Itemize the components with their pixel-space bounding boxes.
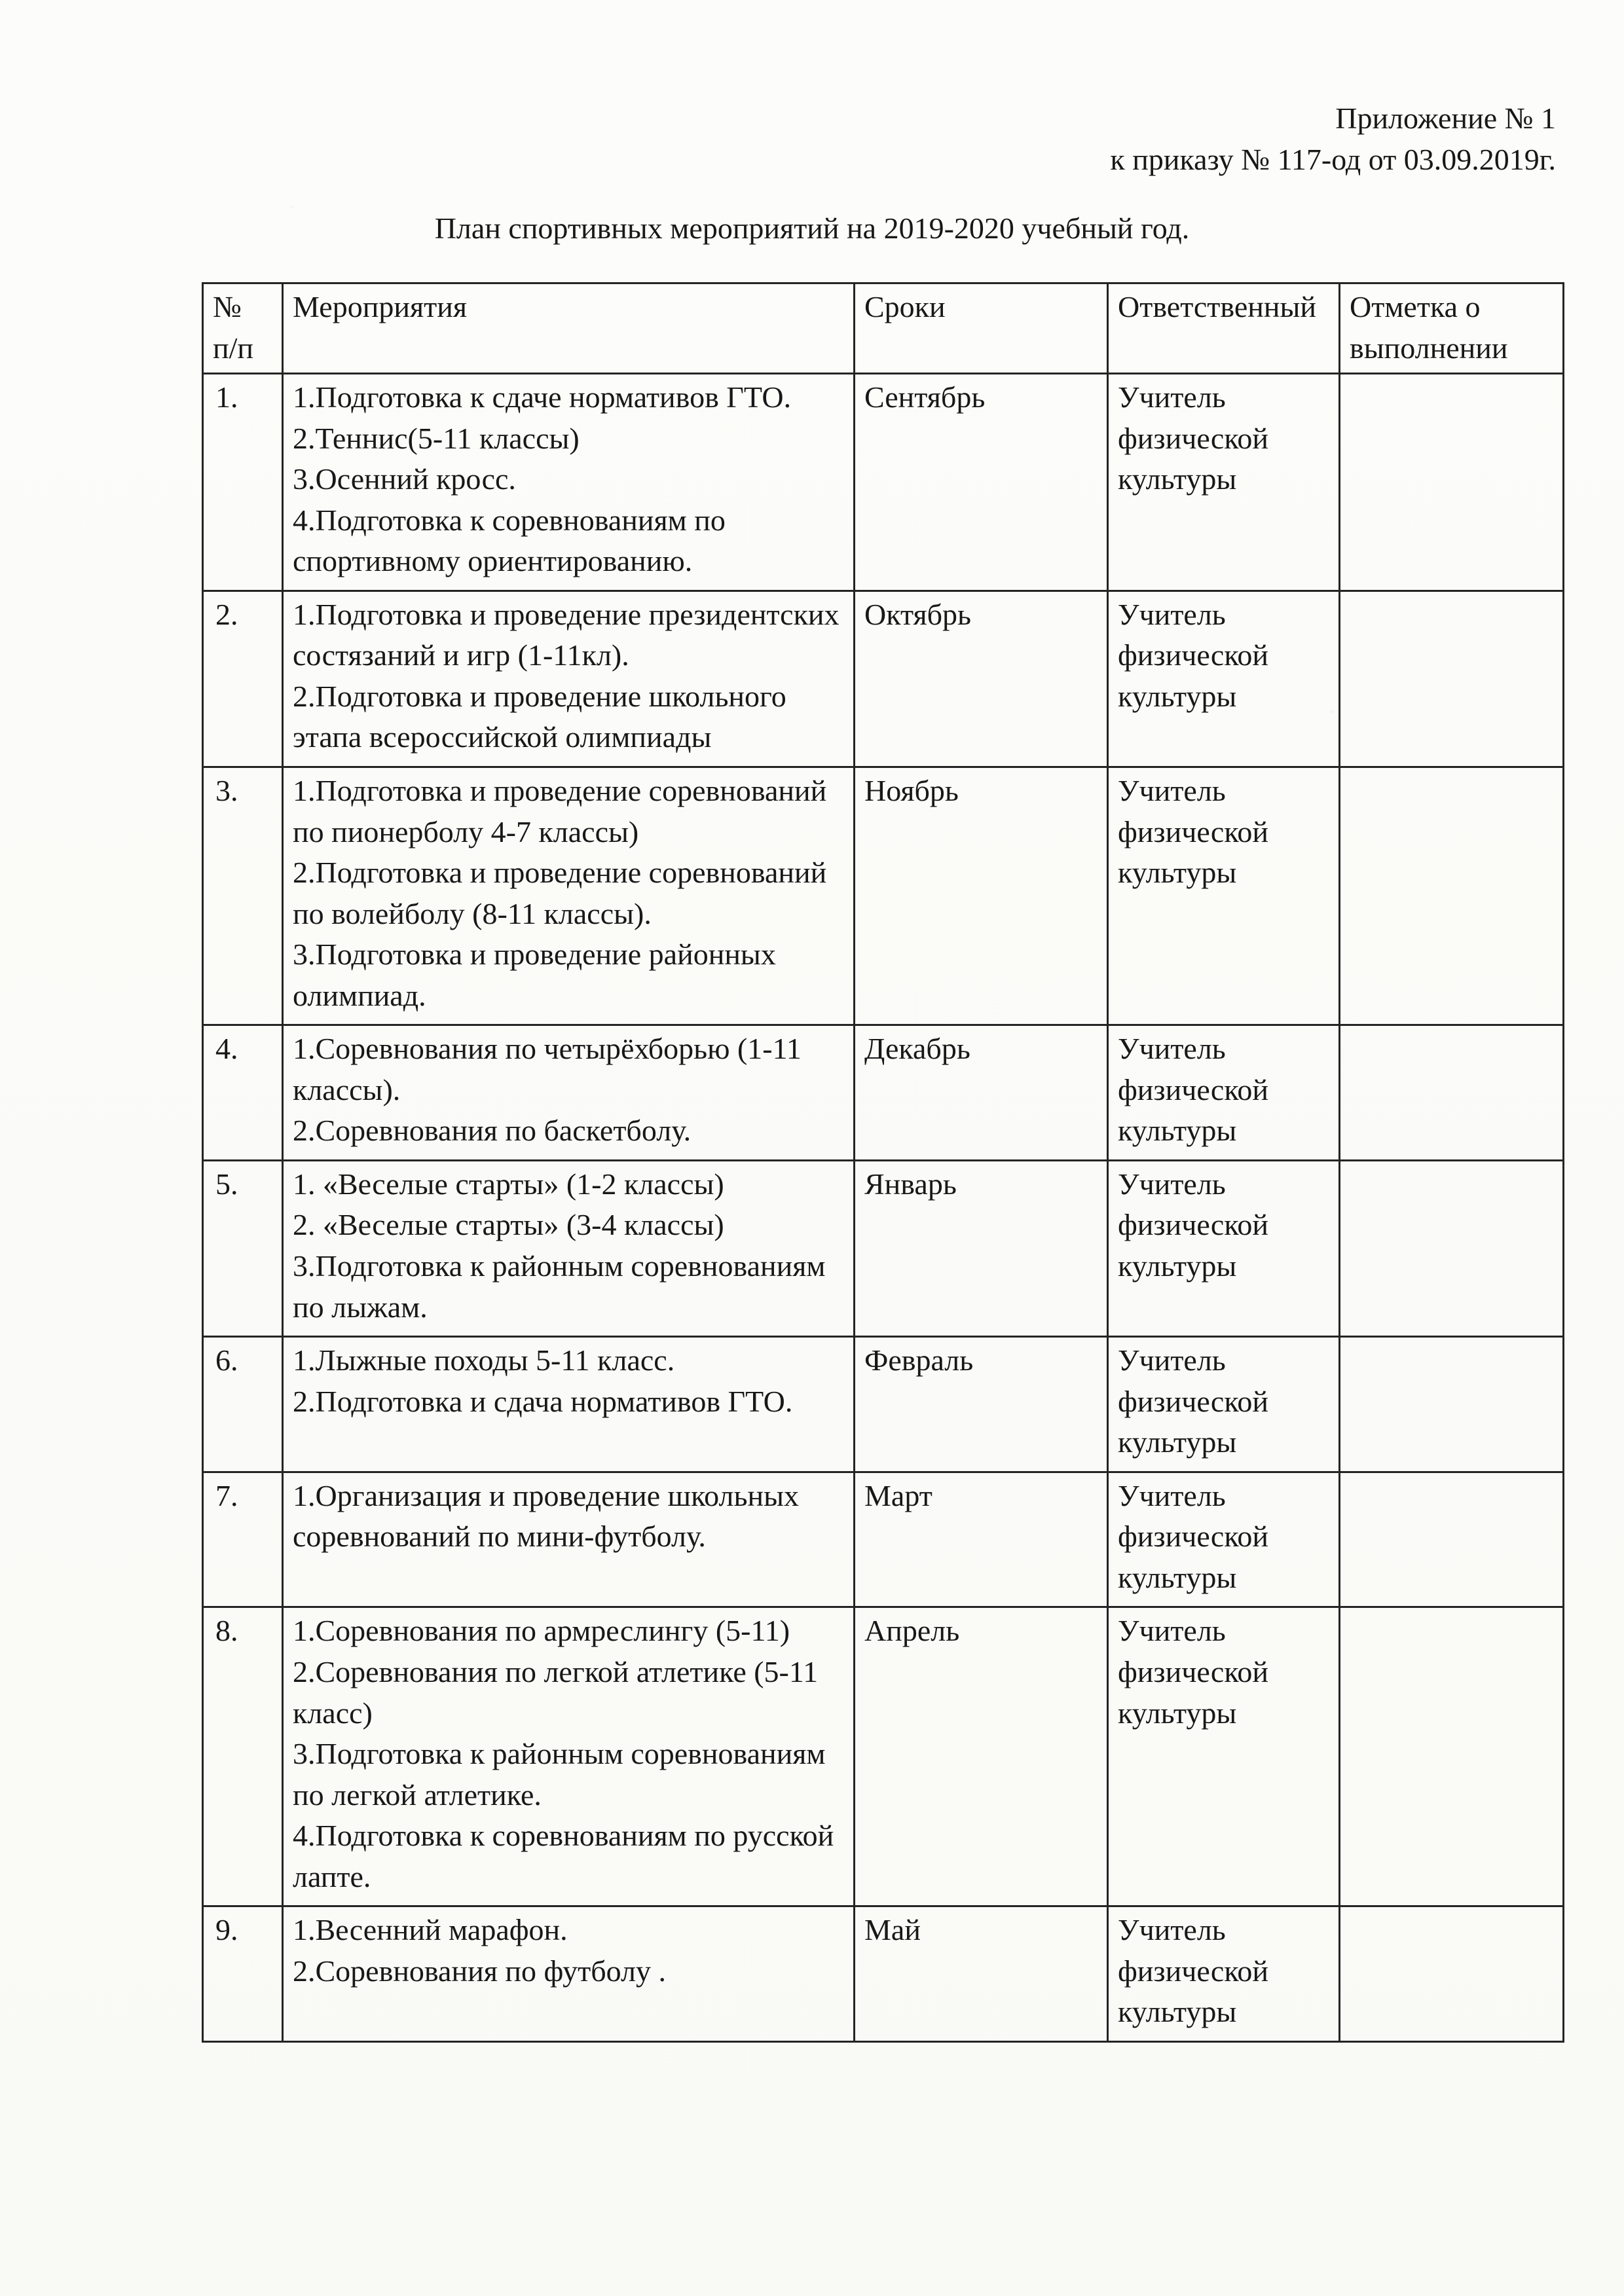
event-line: 1.Соревнования по армреслингу (5-11) [293,1614,790,1648]
cell-term: Октябрь [855,591,1108,767]
table-row [203,591,1564,767]
cell-row-number: 4. [203,1025,283,1161]
event-line: 3.Подготовка и проведение районных олимпиад. [293,938,776,1012]
cell-row-number: 2. [203,591,283,767]
event-line: 2.Соревнования по футболу . [293,1954,666,1988]
table-row [203,374,1564,591]
event-line: 3.Подготовка к районным соревнованиям по лыжам. [293,1249,826,1324]
cell-responsible: Учитель физической культуры [1108,374,1340,591]
event-line: 2.Соревнования по легкой атлетике (5-11 класс) [293,1654,819,1730]
cell-completion-mark [1340,1337,1564,1472]
cell-responsible: Учитель физической культуры [1108,1160,1340,1336]
cell-term: Май [855,1906,1108,2042]
cell-events [283,1472,855,1607]
cell-responsible: Учитель физической культуры [1108,1337,1340,1472]
event-line: 2.Подготовка и проведение школьного этапа всероссийской олимпиады [293,679,786,754]
cell-responsible: Учитель физической культуры [1108,1906,1340,2042]
document-header [1110,98,1556,180]
column-header-completion-mark: Отметка о выполнении [1340,283,1564,374]
column-header-events: Мероприятия [283,283,855,374]
table-row [203,1607,1564,1906]
event-line: 2.Подготовка и проведение соревнований по волейболу (8-11 классы). [293,856,827,930]
cell-completion-mark [1340,374,1564,591]
events-plan-table [202,282,1564,2043]
event-line: 1.Весенний марафон. [293,1913,568,1947]
table-row [203,1906,1564,2042]
event-line: 2.Теннис(5-11 классы) [293,421,580,455]
cell-events [283,767,855,1025]
cell-row-number: 3. [203,767,283,1025]
cell-completion-mark [1340,1025,1564,1161]
cell-completion-mark [1340,1906,1564,2042]
table-header-row [203,283,1564,374]
event-line: 3.Осенний кросс. [293,462,516,496]
event-line: 4.Подготовка к соревнованиям по спортивному ориентированию. [293,503,726,578]
table-row [203,1160,1564,1336]
cell-row-number: 1. [203,374,283,591]
cell-row-number: 6. [203,1337,283,1472]
cell-term: Март [855,1472,1108,1607]
cell-responsible: Учитель физической культуры [1108,1607,1340,1906]
table-row [203,1472,1564,1607]
event-line: 4.Подготовка к соревнованиям по русской лапте. [293,1819,834,1893]
event-line: 2.Соревнования по баскетболу. [293,1114,692,1148]
cell-responsible: Учитель физической культуры [1108,1472,1340,1607]
event-line: 2.Подготовка и сдача нормативов ГТО. [293,1384,793,1418]
cell-completion-mark [1340,591,1564,767]
order-reference: к приказу № 117-од от 03.09.2019г. [1110,142,1556,176]
cell-term: Сентябрь [855,374,1108,591]
event-line: 3.Подготовка к районным соревнованиям по легкой атлетике. [293,1737,826,1812]
cell-events [283,591,855,767]
table-row [203,1025,1564,1161]
cell-completion-mark [1340,1607,1564,1906]
cell-completion-mark [1340,1472,1564,1607]
cell-events [283,1607,855,1906]
cell-events [283,1337,855,1472]
appendix-label: Приложение № 1 [1335,101,1556,135]
cell-term: Ноябрь [855,767,1108,1025]
cell-row-number: 9. [203,1906,283,2042]
event-line: 2. «Веселые старты» (3-4 классы) [293,1208,724,1242]
cell-events [283,374,855,591]
cell-row-number: 7. [203,1472,283,1607]
event-line: 1.Лыжные походы 5-11 класс. [293,1343,675,1377]
table-row [203,767,1564,1025]
cell-row-number: 5. [203,1160,283,1336]
cell-completion-mark [1340,1160,1564,1336]
cell-events [283,1160,855,1336]
event-line: 1.Подготовка и проведение соревнований по пионерболу 4-7 классы) [293,774,827,848]
cell-events [283,1025,855,1161]
cell-term: Апрель [855,1607,1108,1906]
cell-events [283,1906,855,2042]
column-header-responsible: Ответственный [1108,283,1340,374]
cell-row-number: 8. [203,1607,283,1906]
cell-term: Декабрь [855,1025,1108,1161]
event-line: 1.Организация и проведение школьных соревнований по мини-футболу. [293,1478,799,1554]
event-line: 1.Соревнования по четырёхборью (1-11 классы). [293,1032,802,1106]
table-row [203,1337,1564,1472]
event-line: 1.Подготовка к сдаче нормативов ГТО. [293,380,792,414]
cell-responsible: Учитель физической культуры [1108,591,1340,767]
cell-term: Январь [855,1160,1108,1336]
event-line: 1.Подготовка и проведение президентских состязаний и игр (1-11кл). [293,597,840,672]
cell-responsible: Учитель физической культуры [1108,767,1340,1025]
column-header-number: № п/п [203,283,283,374]
cell-completion-mark [1340,767,1564,1025]
column-header-terms: Сроки [855,283,1108,374]
document-title: План спортивных мероприятий на 2019-2020 учебный год. [434,211,1190,245]
event-line: 1. «Веселые старты» (1-2 классы) [293,1167,724,1201]
cell-term: Февраль [855,1337,1108,1472]
cell-responsible: Учитель физической культуры [1108,1025,1340,1161]
